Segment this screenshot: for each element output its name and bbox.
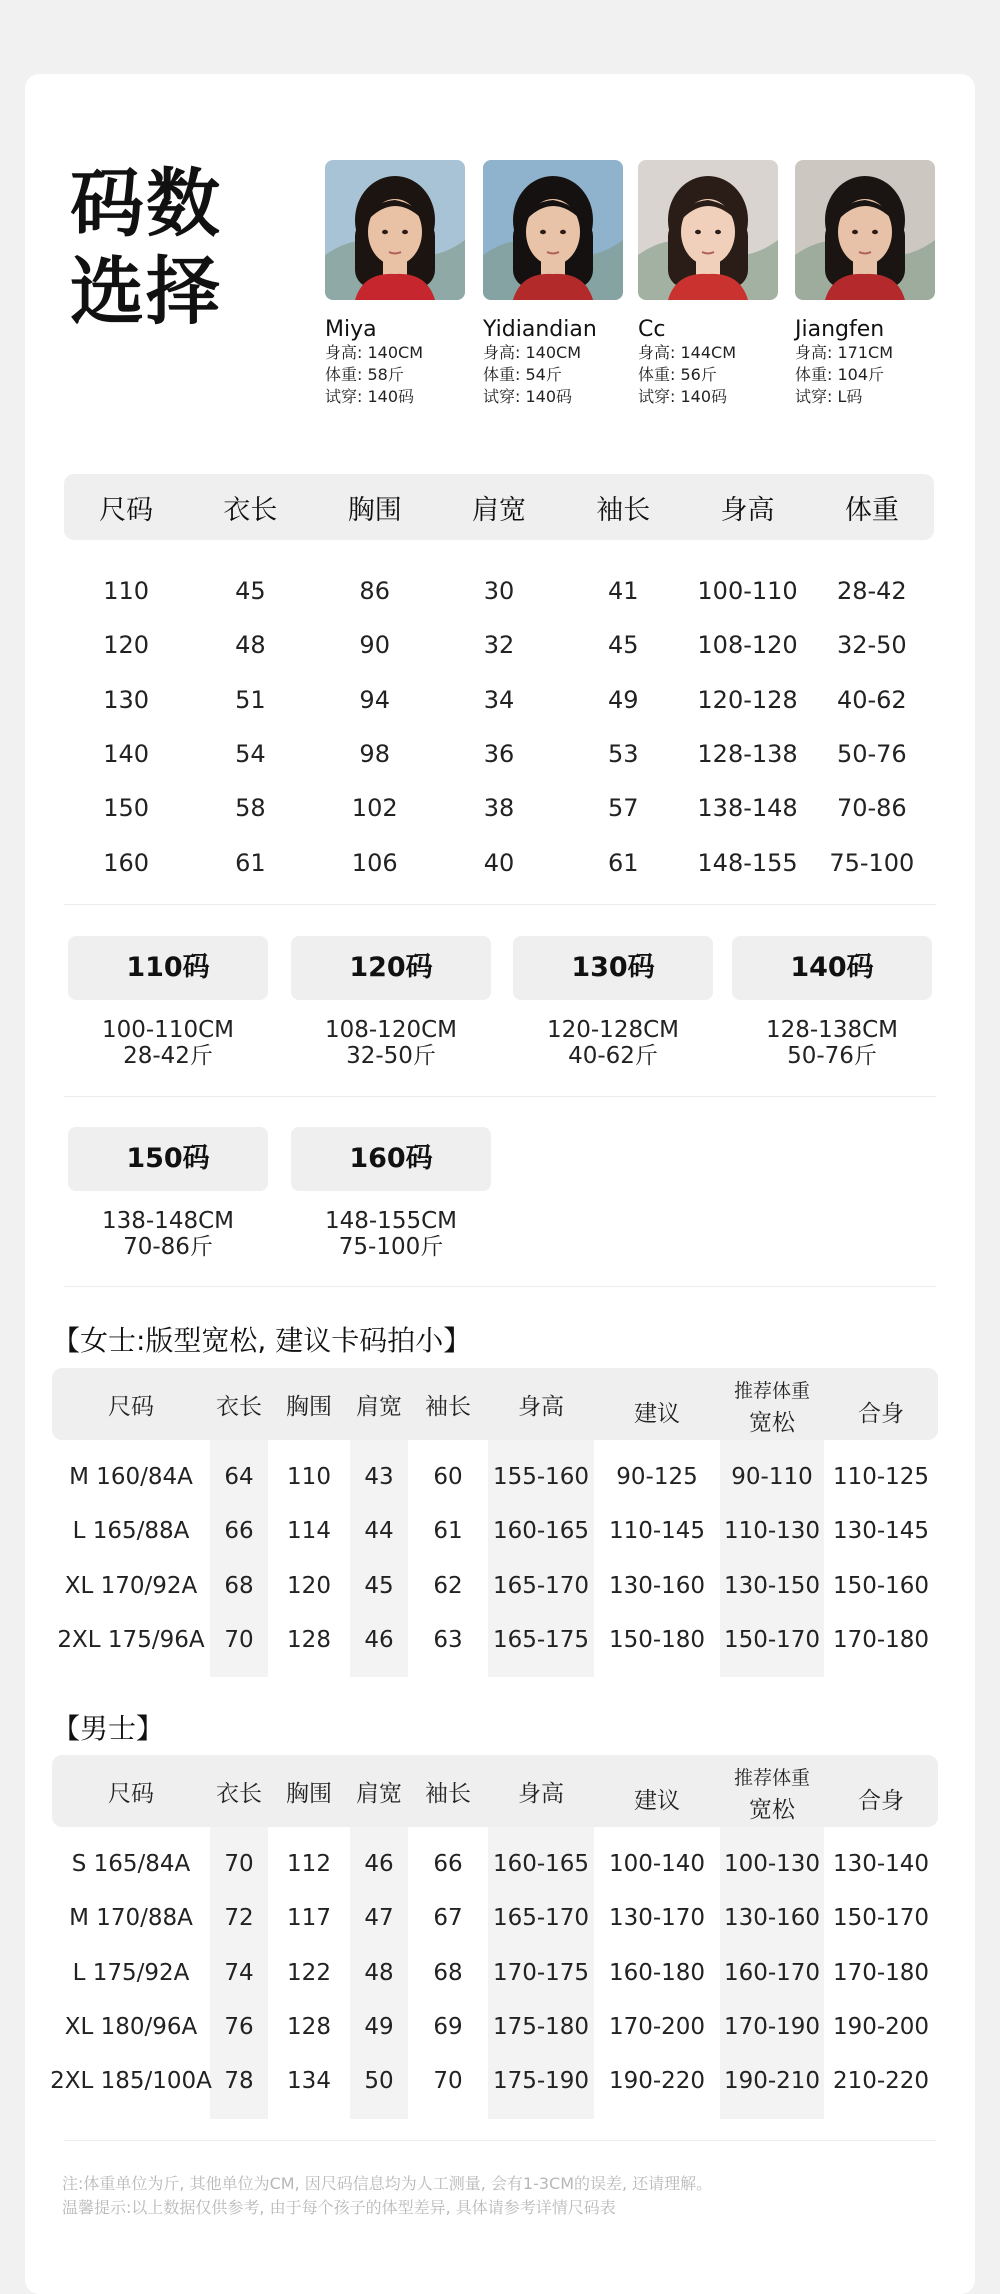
table-cell: 190-200 [832, 2014, 930, 2041]
column-header: 袖长 [425, 1780, 471, 1807]
table-cell: 45 [235, 577, 266, 606]
table-cell: 122 [287, 1959, 331, 1986]
table-cell: 120-128 [697, 685, 798, 714]
table-row [64, 618, 934, 672]
size-weight-range: 70-86斤 [123, 1234, 213, 1260]
table-cell: XL 170/92A [64, 1572, 198, 1599]
table-cell: 66 [433, 1851, 463, 1878]
kids-table-header [64, 474, 934, 540]
model-card [325, 160, 467, 408]
table-cell: 86 [359, 577, 390, 606]
table-rows [52, 1450, 938, 1667]
table-cell: M 160/84A [69, 1464, 193, 1491]
footnotes [62, 2172, 712, 2220]
table-cell: 120 [287, 1572, 331, 1599]
women-section-title: 【女士:版型宽松, 建议卡码拍小】 [52, 1324, 472, 1357]
table-row [52, 1837, 938, 1891]
table-cell: 160-165 [492, 1851, 590, 1878]
column-header: 宽松 [749, 1410, 795, 1436]
table-cell: 50-76 [836, 740, 907, 769]
table-cell: 49 [364, 2014, 394, 2041]
column-header: 建议 [634, 1401, 680, 1427]
size-label: 110码 [68, 936, 268, 1000]
table-cell: 128-138 [697, 740, 798, 769]
table-cell: 45 [607, 631, 639, 660]
table-cell: 47 [364, 1905, 394, 1932]
table-cell: 61 [235, 848, 266, 877]
size-weight-range: 75-100斤 [338, 1234, 444, 1260]
table-body [52, 1827, 938, 2119]
table-cell: 114 [287, 1518, 331, 1545]
table-cell: 34 [483, 685, 515, 714]
table-cell: 32-50 [836, 631, 907, 660]
table-row [52, 1450, 938, 1504]
table-cell: 128 [287, 2014, 331, 2041]
divider [64, 1286, 936, 1287]
table-cell: 58 [235, 794, 266, 823]
column-header: 身高 [518, 1393, 564, 1420]
table-row [64, 835, 934, 889]
table-cell: 36 [483, 740, 515, 769]
table-cell: 74 [224, 1959, 254, 1986]
table-cell: 68 [433, 1959, 463, 1986]
column-header: 衣长 [216, 1393, 262, 1420]
table-cell: 60 [433, 1464, 463, 1491]
model-height: 身高: 140CM [483, 343, 581, 362]
table-cell: 90-125 [616, 1464, 698, 1491]
size-weight-range: 32-50斤 [346, 1043, 436, 1069]
table-row [52, 1946, 938, 2000]
title-line-2: 选择 [70, 249, 222, 335]
table-header [52, 1755, 938, 1827]
table-cell: 210-220 [832, 2068, 930, 2095]
model-name: Cc [638, 317, 666, 342]
table-cell: 170-190 [723, 2014, 821, 2041]
table-cell: 106 [351, 848, 398, 877]
group-header: 推荐体重 [733, 1380, 810, 1402]
model-weight: 体重: 54斤 [483, 365, 562, 384]
size-height-range: 128-138CM [765, 1017, 898, 1043]
table-cell: 54 [235, 740, 266, 769]
table-cell: L 175/92A [72, 1959, 190, 1986]
title-line-1: 码数 [70, 161, 222, 247]
size-height-range: 148-155CM [324, 1208, 457, 1234]
table-cell: 62 [433, 1572, 463, 1599]
model-tried: 试穿: 140码 [638, 387, 728, 406]
table-cell: 64 [224, 1464, 254, 1491]
table-cell: 48 [235, 631, 266, 660]
table-cell: 75-100 [829, 848, 915, 877]
table-cell: 100-130 [723, 1851, 821, 1878]
model-tried: 试穿: L码 [795, 387, 863, 406]
table-cell: 130-150 [723, 1572, 821, 1599]
table-cell: 61 [607, 848, 639, 877]
size-weight-range: 28-42斤 [123, 1043, 213, 1069]
column-header: 体重 [844, 494, 899, 526]
table-cell: 140 [103, 740, 150, 769]
size-box [732, 936, 932, 1069]
model-weight: 体重: 58斤 [325, 365, 404, 384]
table-cell: 150-170 [832, 1905, 930, 1932]
table-rows [52, 1837, 938, 2108]
size-label: 140码 [732, 936, 932, 1000]
table-row [64, 564, 934, 618]
portrait-illustration [483, 160, 623, 300]
table-cell: 46 [364, 1851, 394, 1878]
table-cell: 57 [607, 794, 639, 823]
size-label: 120码 [291, 936, 491, 1000]
table-cell: 40 [483, 848, 515, 877]
model-card [638, 160, 780, 408]
table-cell: 67 [433, 1905, 463, 1932]
table-header [52, 1368, 938, 1440]
table-cell: 117 [287, 1905, 331, 1932]
model-height: 身高: 171CM [795, 343, 893, 362]
model-name: Jiangfen [795, 317, 885, 342]
divider [64, 2140, 936, 2141]
table-cell: 110 [103, 577, 150, 606]
table-cell: 150-180 [608, 1627, 706, 1654]
table-cell: 44 [364, 1518, 394, 1545]
divider [64, 1096, 936, 1097]
table-cell: 2XL 185/100A [50, 2068, 212, 2095]
table-cell: 110 [287, 1464, 331, 1491]
table-cell: 165-170 [492, 1905, 590, 1932]
table-cell: 66 [224, 1518, 254, 1545]
table-cell: 28-42 [836, 577, 907, 606]
table-cell: 50 [364, 2068, 394, 2095]
table-cell: 170-200 [608, 2014, 706, 2041]
table-cell: 94 [359, 685, 390, 714]
size-height-range: 108-120CM [324, 1017, 457, 1043]
table-cell: 130-145 [832, 1518, 930, 1545]
table-cell: 38 [483, 794, 515, 823]
table-cell: 102 [351, 794, 398, 823]
column-header: 肩宽 [356, 1780, 402, 1807]
model-photo [483, 160, 623, 300]
table-cell: 130-140 [832, 1851, 930, 1878]
table-cell: 40-62 [836, 685, 907, 714]
size-box [291, 1127, 491, 1260]
table-cell: 130-170 [608, 1905, 706, 1932]
table-cell: 41 [607, 577, 639, 606]
size-height-range: 120-128CM [546, 1017, 679, 1043]
table-cell: 78 [224, 2068, 254, 2095]
model-card [483, 160, 625, 408]
column-header: 尺码 [99, 494, 154, 526]
table-cell: 70 [224, 1851, 254, 1878]
table-cell: 150 [103, 794, 150, 823]
table-cell: 160-165 [492, 1518, 590, 1545]
table-cell: 30 [483, 577, 515, 606]
page-title [70, 160, 222, 336]
table-cell: 45 [364, 1572, 394, 1599]
table-cell: 100-140 [608, 1851, 706, 1878]
model-weight: 体重: 56斤 [638, 365, 717, 384]
table-cell: 48 [364, 1959, 394, 1986]
model-name: Miya [325, 317, 377, 342]
column-header: 衣长 [216, 1780, 262, 1807]
table-cell: 90-110 [731, 1464, 813, 1491]
model-name: Yidiandian [483, 317, 597, 342]
table-cell: 150-160 [832, 1572, 930, 1599]
column-header: 尺码 [108, 1393, 154, 1420]
kids-table-body [64, 564, 934, 890]
table-row [52, 2054, 938, 2108]
note-units: 注:体重单位为斤, 其他单位为CM, 因尺码信息均为人工测量, 会有1-3CM的误差, 还请理解。 [62, 2174, 713, 2193]
column-header: 身高 [518, 1780, 564, 1807]
column-header: 胸围 [286, 1393, 332, 1420]
table-cell: 70 [433, 2068, 463, 2095]
portrait-illustration [638, 160, 778, 300]
column-header: 合身 [858, 1788, 904, 1814]
table-cell: 32 [483, 631, 515, 660]
table-row [52, 1891, 938, 1945]
table-cell: 63 [433, 1627, 463, 1654]
table-cell: 76 [224, 2014, 254, 2041]
table-cell: 165-170 [492, 1572, 590, 1599]
table-cell: 46 [364, 1627, 394, 1654]
model-photo [638, 160, 778, 300]
table-row [64, 673, 934, 727]
table-cell: 175-190 [492, 2068, 590, 2095]
table-cell: 51 [235, 685, 266, 714]
table-cell: 108-120 [697, 631, 798, 660]
model-list [325, 160, 935, 420]
men-section-title: 【男士】 [52, 1712, 165, 1745]
table-cell: 190-210 [723, 2068, 821, 2095]
table-cell: 134 [287, 2068, 331, 2095]
column-header: 肩宽 [471, 494, 526, 526]
women-size-table [52, 1368, 938, 1677]
column-header: 衣长 [223, 494, 278, 526]
column-header: 袖长 [596, 494, 651, 526]
column-header: 袖长 [425, 1393, 471, 1420]
table-cell: 138-148 [697, 794, 798, 823]
table-cell: 148-155 [697, 848, 798, 877]
table-cell: 110-130 [723, 1518, 821, 1545]
portrait-illustration [325, 160, 465, 300]
model-tried: 试穿: 140码 [325, 387, 415, 406]
table-cell: 165-175 [492, 1627, 590, 1654]
note-tip: 温馨提示:以上数据仅供参考, 由于每个孩子的体型差异, 具体请参考详情尺码表 [62, 2198, 616, 2217]
table-cell: 68 [224, 1572, 254, 1599]
size-box [513, 936, 713, 1069]
table-row [52, 2000, 938, 2054]
table-cell: 160-180 [608, 1959, 706, 1986]
table-row [52, 1504, 938, 1558]
table-row [52, 1559, 938, 1613]
table-body [52, 1440, 938, 1677]
table-cell: 112 [287, 1851, 331, 1878]
table-cell: L 165/88A [72, 1518, 190, 1545]
table-row [64, 727, 934, 781]
table-cell: 170-175 [492, 1959, 590, 1986]
table-cell: 43 [364, 1464, 394, 1491]
model-height: 身高: 140CM [325, 343, 423, 362]
column-header: 建议 [634, 1788, 680, 1814]
table-cell: 170-180 [832, 1959, 930, 1986]
table-cell: 90 [359, 631, 390, 660]
size-weight-range: 40-62斤 [568, 1043, 658, 1069]
table-cell: 128 [287, 1627, 331, 1654]
column-header: 胸围 [347, 494, 402, 526]
divider [64, 904, 936, 905]
model-photo [795, 160, 935, 300]
table-cell: 98 [359, 740, 390, 769]
table-cell: 70-86 [836, 794, 907, 823]
column-header: 合身 [858, 1401, 904, 1427]
men-size-table [52, 1755, 938, 2119]
size-weight-range: 50-76斤 [787, 1043, 877, 1069]
table-cell: 72 [224, 1905, 254, 1932]
table-cell: 190-220 [608, 2068, 706, 2095]
table-cell: 130 [103, 685, 150, 714]
table-cell: 160-170 [723, 1959, 821, 1986]
column-header: 身高 [720, 494, 775, 526]
table-cell: 53 [607, 740, 639, 769]
table-cell: 130-160 [608, 1572, 706, 1599]
column-header: 尺码 [108, 1780, 154, 1807]
portrait-illustration [795, 160, 935, 300]
table-cell: 120 [103, 631, 150, 660]
table-row [64, 781, 934, 835]
table-cell: 130-160 [723, 1905, 821, 1932]
table-cell: 70 [224, 1627, 254, 1654]
model-card [795, 160, 937, 408]
size-box [291, 936, 491, 1069]
model-weight: 体重: 104斤 [795, 365, 885, 384]
table-cell: 170-180 [832, 1627, 930, 1654]
size-box [68, 1127, 268, 1260]
table-cell: 69 [433, 2014, 463, 2041]
group-header: 推荐体重 [733, 1767, 810, 1789]
table-cell: 160 [103, 848, 150, 877]
table-cell: 49 [607, 685, 639, 714]
column-header: 胸围 [286, 1780, 332, 1807]
table-row [52, 1613, 938, 1667]
size-label: 150码 [68, 1127, 268, 1191]
model-photo [325, 160, 465, 300]
size-label: 160码 [291, 1127, 491, 1191]
model-height: 身高: 144CM [638, 343, 736, 362]
table-cell: 175-180 [492, 2014, 590, 2041]
model-tried: 试穿: 140码 [483, 387, 573, 406]
size-box [68, 936, 268, 1069]
size-height-range: 138-148CM [101, 1208, 234, 1234]
table-cell: 155-160 [492, 1464, 590, 1491]
column-header: 宽松 [749, 1797, 795, 1823]
table-cell: 110-145 [608, 1518, 706, 1545]
table-cell: M 170/88A [69, 1905, 193, 1932]
table-cell: S 165/84A [71, 1851, 191, 1878]
column-header: 肩宽 [356, 1393, 402, 1420]
size-label: 130码 [513, 936, 713, 1000]
table-cell: 2XL 175/96A [57, 1627, 205, 1654]
table-cell: XL 180/96A [64, 2014, 198, 2041]
table-cell: 100-110 [697, 577, 798, 606]
size-height-range: 100-110CM [101, 1017, 234, 1043]
table-cell: 61 [433, 1518, 463, 1545]
table-cell: 110-125 [832, 1464, 930, 1491]
table-cell: 150-170 [723, 1627, 821, 1654]
